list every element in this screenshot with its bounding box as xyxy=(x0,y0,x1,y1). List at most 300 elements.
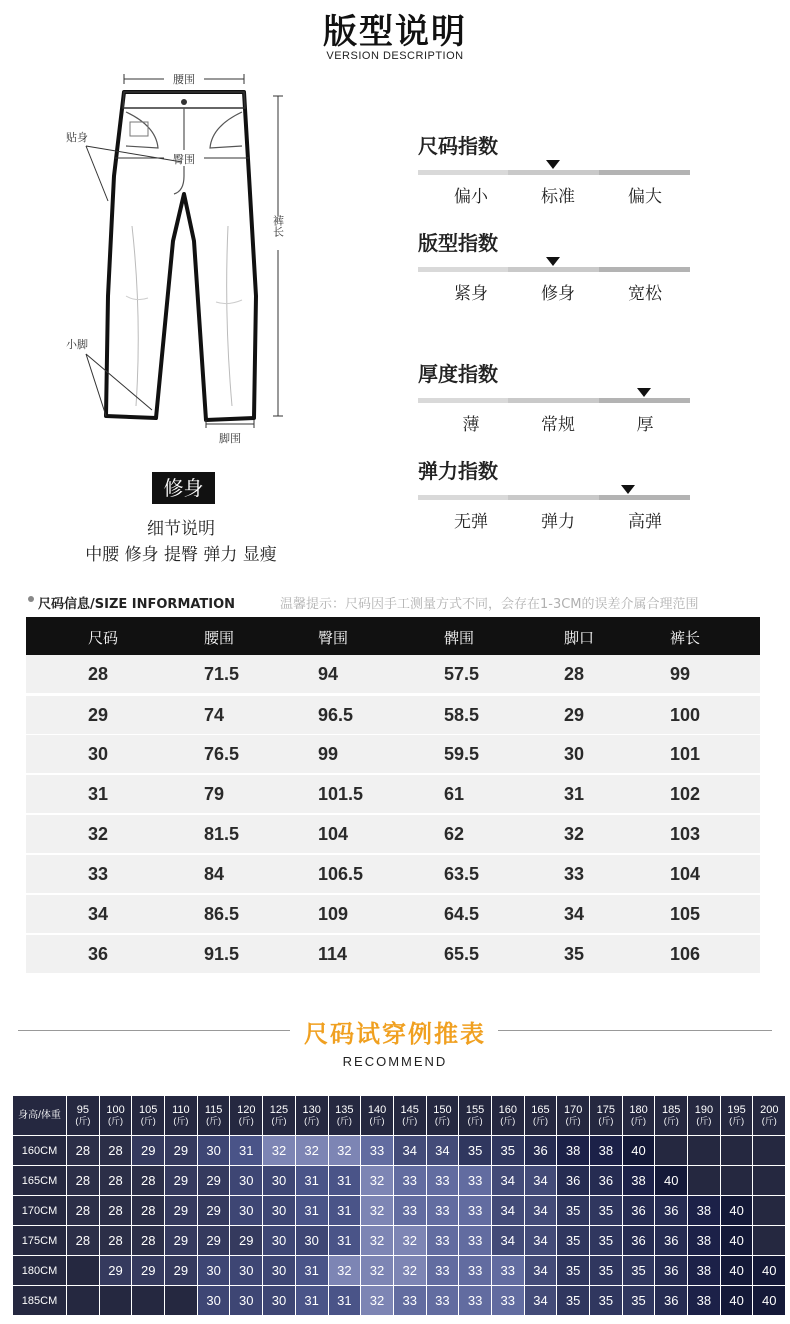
recommend-cell: 28 xyxy=(99,1226,132,1256)
page-subtitle: VERSION DESCRIPTION xyxy=(326,50,464,62)
recommend-cell: 28 xyxy=(67,1136,100,1166)
recommend-cell: 32 xyxy=(361,1226,394,1256)
weight-value: 165 xyxy=(531,1103,550,1116)
weight-value: 100 xyxy=(106,1103,125,1116)
recommend-cell: 33 xyxy=(426,1166,459,1196)
recommend-cell xyxy=(67,1256,100,1286)
recommend-cell: 35 xyxy=(557,1226,590,1256)
weight-header-cell xyxy=(688,1096,721,1136)
recommend-cell: 28 xyxy=(99,1136,132,1166)
size-header-cell: 髀围 xyxy=(444,629,475,647)
weight-unit: (斤) xyxy=(434,1115,450,1126)
index-marker-icon xyxy=(546,160,560,169)
detail-title: 细节说明 xyxy=(147,519,215,539)
recommend-corner-header: 身高/体重 xyxy=(13,1096,67,1136)
size-cell: 114 xyxy=(318,944,348,964)
recommend-cell: 31 xyxy=(328,1166,361,1196)
size-cell: 86.5 xyxy=(204,904,240,924)
recommend-cell xyxy=(753,1136,786,1166)
recommend-cell: 30 xyxy=(295,1226,328,1256)
weight-header-cell xyxy=(393,1096,426,1136)
recommend-cell: 31 xyxy=(230,1136,263,1166)
recommend-cell: 40 xyxy=(753,1286,786,1316)
recommend-cell: 32 xyxy=(295,1136,328,1166)
recommend-cell xyxy=(688,1166,721,1196)
index-option: 紧身 xyxy=(454,284,488,304)
recommend-cell: 34 xyxy=(393,1136,426,1166)
weight-value: 175 xyxy=(596,1103,616,1116)
leg-opening-label: 脚围 xyxy=(219,432,241,445)
weight-header-cell xyxy=(361,1096,394,1136)
recommend-title: 尺码试穿例推表 xyxy=(304,1020,486,1048)
recommend-cell: 31 xyxy=(328,1226,361,1256)
weight-header-cell xyxy=(230,1096,263,1136)
recommend-cell: 31 xyxy=(328,1286,361,1316)
recommend-cell: 34 xyxy=(491,1166,524,1196)
weight-header-cell xyxy=(99,1096,132,1136)
recommend-cell xyxy=(753,1196,786,1226)
size-cell: 99 xyxy=(670,664,691,684)
table-row xyxy=(26,895,760,933)
size-cell: 28 xyxy=(564,664,585,684)
size-cell: 65.5 xyxy=(444,944,480,964)
recommend-cell: 35 xyxy=(491,1136,524,1166)
index-scale-segment xyxy=(599,170,690,175)
weight-header-cell xyxy=(459,1096,492,1136)
hem-label: 小脚 xyxy=(66,338,88,351)
recommend-cell: 30 xyxy=(263,1256,296,1286)
size-header-cell: 裤长 xyxy=(670,629,701,647)
recommend-cell xyxy=(753,1166,786,1196)
weight-header-cell xyxy=(67,1096,100,1136)
index-marker-icon xyxy=(637,388,651,397)
weight-value: 200 xyxy=(760,1103,779,1116)
size-cell: 57.5 xyxy=(444,664,480,684)
size-cell: 79 xyxy=(204,784,225,804)
recommend-cell: 35 xyxy=(590,1286,623,1316)
style-badge: 修身 xyxy=(152,472,215,504)
index-scale-segment xyxy=(508,398,599,403)
size-cell: 106 xyxy=(670,944,701,964)
recommend-cell: 40 xyxy=(622,1136,655,1166)
size-cell: 102 xyxy=(670,784,701,804)
size-cell: 76.5 xyxy=(204,744,240,764)
size-cell: 105 xyxy=(670,904,701,924)
size-header-cell: 臀围 xyxy=(318,629,349,647)
index-scale-segment xyxy=(508,267,599,272)
weight-value: 170 xyxy=(563,1103,583,1116)
recommend-cell: 33 xyxy=(393,1166,426,1196)
recommend-cell: 30 xyxy=(230,1286,263,1316)
recommend-cell: 33 xyxy=(393,1196,426,1226)
weight-header-cell xyxy=(295,1096,328,1136)
recommend-cell: 28 xyxy=(132,1166,165,1196)
recommend-cell: 31 xyxy=(295,1166,328,1196)
recommend-cell: 35 xyxy=(557,1196,590,1226)
recommend-cell: 31 xyxy=(295,1256,328,1286)
recommend-cell: 36 xyxy=(655,1226,688,1256)
weight-value: 120 xyxy=(237,1103,256,1116)
recommend-cell: 32 xyxy=(361,1256,394,1286)
pants-illustration xyxy=(56,66,306,456)
weight-unit: (斤) xyxy=(532,1115,548,1126)
recommend-cell: 40 xyxy=(720,1196,753,1226)
size-cell: 29 xyxy=(564,705,585,725)
table-row xyxy=(13,1286,786,1316)
table-row xyxy=(13,1136,786,1166)
recommend-cell: 36 xyxy=(590,1166,623,1196)
size-cell: 31 xyxy=(88,784,109,804)
size-cell: 33 xyxy=(564,864,585,884)
index-title: 厚度指数 xyxy=(418,362,498,386)
recommend-cell xyxy=(99,1286,132,1316)
size-info-label: 尺码信息/SIZE INFORMATION xyxy=(38,597,236,612)
weight-header-cell xyxy=(328,1096,361,1136)
index-scale-segment xyxy=(418,398,508,403)
size-cell: 34 xyxy=(564,904,585,924)
weight-value: 185 xyxy=(662,1103,681,1116)
recommend-cell: 40 xyxy=(720,1286,753,1316)
recommend-cell: 38 xyxy=(590,1136,623,1166)
table-row xyxy=(13,1196,786,1226)
index-scale-segment xyxy=(418,267,508,272)
recommend-cell: 35 xyxy=(590,1196,623,1226)
size-cell: 101.5 xyxy=(318,784,364,804)
recommend-cell: 33 xyxy=(361,1136,394,1166)
weight-header-cell xyxy=(655,1096,688,1136)
table-row xyxy=(26,935,760,973)
height-header-cell: 180CM xyxy=(13,1256,67,1286)
size-table-header xyxy=(26,617,760,655)
recommend-cell xyxy=(655,1136,688,1166)
recommend-cell: 34 xyxy=(426,1136,459,1166)
recommend-cell: 29 xyxy=(132,1256,165,1286)
recommend-cell: 29 xyxy=(197,1166,230,1196)
height-header-cell: 165CM xyxy=(13,1166,67,1196)
recommend-cell: 29 xyxy=(165,1226,198,1256)
weight-header-cell xyxy=(720,1096,753,1136)
recommend-cell: 32 xyxy=(361,1196,394,1226)
index-marker-icon xyxy=(621,485,635,494)
recommend-cell: 33 xyxy=(426,1226,459,1256)
weight-unit: (斤) xyxy=(108,1115,124,1126)
page-title: 版型说明 xyxy=(323,12,467,52)
size-cell: 94 xyxy=(318,664,339,684)
size-cell: 101 xyxy=(670,744,701,764)
recommend-cell: 35 xyxy=(557,1256,590,1286)
recommend-cell: 30 xyxy=(263,1286,296,1316)
recommend-cell: 36 xyxy=(655,1286,688,1316)
recommend-cell: 38 xyxy=(688,1256,721,1286)
size-cell: 28 xyxy=(88,664,109,684)
weight-unit: (斤) xyxy=(631,1115,647,1126)
recommend-cell: 33 xyxy=(459,1226,492,1256)
recommend-cell: 30 xyxy=(230,1256,263,1286)
index-scale-bar xyxy=(418,398,690,403)
size-cell: 106.5 xyxy=(318,864,364,884)
recommend-cell: 30 xyxy=(197,1136,230,1166)
index-scale-segment xyxy=(599,495,690,500)
weight-unit: (斤) xyxy=(467,1115,483,1126)
size-cell: 30 xyxy=(564,744,585,764)
index-option: 修身 xyxy=(541,284,575,304)
table-row xyxy=(26,696,760,734)
index-scale-segment xyxy=(418,170,508,175)
table-row xyxy=(13,1166,786,1196)
weight-unit: (斤) xyxy=(173,1115,189,1126)
weight-unit: (斤) xyxy=(206,1115,222,1126)
recommend-cell: 31 xyxy=(328,1196,361,1226)
index-title: 版型指数 xyxy=(418,231,498,255)
recommend-cell: 38 xyxy=(688,1286,721,1316)
recommend-cell: 35 xyxy=(590,1256,623,1286)
size-cell: 84 xyxy=(204,864,225,884)
size-cell: 29 xyxy=(88,705,109,725)
recommend-cell: 35 xyxy=(622,1286,655,1316)
recommend-cell: 35 xyxy=(590,1226,623,1256)
recommend-cell: 38 xyxy=(557,1136,590,1166)
index-option: 厚 xyxy=(636,415,654,435)
table-row xyxy=(26,655,760,693)
length-label: 裤长 xyxy=(271,215,285,237)
recommend-cell: 35 xyxy=(622,1256,655,1286)
size-header-cell: 脚口 xyxy=(564,629,595,647)
height-header-cell: 185CM xyxy=(13,1286,67,1316)
weight-unit: (斤) xyxy=(75,1115,91,1126)
recommend-cell: 34 xyxy=(524,1166,557,1196)
index-marker-icon xyxy=(546,257,560,266)
recommend-cell: 30 xyxy=(230,1196,263,1226)
recommend-cell xyxy=(720,1136,753,1166)
index-scale-bar xyxy=(418,170,690,175)
recommend-cell: 28 xyxy=(67,1166,100,1196)
recommend-cell: 36 xyxy=(622,1196,655,1226)
size-cell: 63.5 xyxy=(444,864,480,884)
size-cell: 104 xyxy=(318,824,349,844)
index-title: 弹力指数 xyxy=(418,459,498,483)
weight-header-cell xyxy=(263,1096,296,1136)
recommend-cell xyxy=(688,1136,721,1166)
recommend-cell: 34 xyxy=(524,1226,557,1256)
index-option: 宽松 xyxy=(628,284,662,304)
recommend-cell: 32 xyxy=(328,1256,361,1286)
index-option: 偏大 xyxy=(628,187,662,207)
size-cell: 31 xyxy=(564,784,585,804)
weight-unit: (斤) xyxy=(761,1115,777,1126)
weight-value: 110 xyxy=(172,1103,190,1116)
weight-unit: (斤) xyxy=(500,1115,516,1126)
weight-value: 160 xyxy=(498,1103,517,1116)
recommend-cell: 34 xyxy=(491,1226,524,1256)
recommend-cell: 36 xyxy=(557,1166,590,1196)
recommend-cell: 33 xyxy=(393,1286,426,1316)
size-cell: 58.5 xyxy=(444,705,480,725)
index-option: 标准 xyxy=(541,187,575,207)
recommend-cell: 32 xyxy=(361,1166,394,1196)
recommend-cell: 32 xyxy=(361,1286,394,1316)
weight-value: 195 xyxy=(727,1103,746,1116)
size-info-tip: 温馨提示：尺码因手工测量方式不同，会存在1-3CM的误差介属合理范围 xyxy=(280,597,699,612)
recommend-cell: 34 xyxy=(524,1286,557,1316)
recommend-cell: 34 xyxy=(524,1256,557,1286)
recommend-cell: 28 xyxy=(67,1226,100,1256)
weight-unit: (斤) xyxy=(696,1115,712,1126)
recommend-cell: 30 xyxy=(230,1166,263,1196)
recommend-cell: 33 xyxy=(459,1286,492,1316)
weight-unit: (斤) xyxy=(271,1115,287,1126)
recommend-cell: 28 xyxy=(67,1196,100,1226)
height-header-cell: 175CM xyxy=(13,1226,67,1256)
recommend-cell: 33 xyxy=(459,1196,492,1226)
recommend-cell xyxy=(720,1166,753,1196)
size-header-cell: 腰围 xyxy=(204,629,235,647)
size-cell: 109 xyxy=(318,904,349,924)
recommend-cell: 36 xyxy=(524,1136,557,1166)
size-cell: 91.5 xyxy=(204,944,240,964)
recommend-cell: 33 xyxy=(426,1196,459,1226)
recommend-cell: 38 xyxy=(622,1166,655,1196)
table-row xyxy=(13,1256,786,1286)
index-option: 弹力 xyxy=(541,512,575,532)
recommend-cell: 29 xyxy=(197,1196,230,1226)
recommend-cell: 30 xyxy=(263,1196,296,1226)
weight-header-cell xyxy=(622,1096,655,1136)
recommend-subtitle: RECOMMEND xyxy=(342,1054,448,1069)
weight-header-cell xyxy=(753,1096,786,1136)
recommend-cell: 30 xyxy=(263,1166,296,1196)
size-cell: 104 xyxy=(670,864,701,884)
weight-value: 145 xyxy=(400,1103,419,1116)
recommend-cell: 31 xyxy=(295,1286,328,1316)
table-row xyxy=(26,775,760,813)
size-cell: 32 xyxy=(564,824,585,844)
table-row xyxy=(26,735,760,773)
table-row xyxy=(26,815,760,853)
recommend-cell: 38 xyxy=(688,1226,721,1256)
index-option: 无弹 xyxy=(454,512,488,532)
weight-value: 115 xyxy=(204,1103,223,1116)
recommend-cell: 30 xyxy=(197,1256,230,1286)
recommend-cell: 29 xyxy=(132,1136,165,1166)
weight-unit: (斤) xyxy=(402,1115,418,1126)
recommend-cell xyxy=(753,1226,786,1256)
size-cell: 99 xyxy=(318,744,339,764)
height-header-cell: 160CM xyxy=(13,1136,67,1166)
recommend-cell: 33 xyxy=(491,1256,524,1286)
recommend-cell: 35 xyxy=(557,1286,590,1316)
weight-header-cell xyxy=(491,1096,524,1136)
size-header-cell: 尺码 xyxy=(88,629,119,647)
recommend-cell: 33 xyxy=(491,1286,524,1316)
recommend-cell: 29 xyxy=(230,1226,263,1256)
weight-header-cell xyxy=(165,1096,198,1136)
size-cell: 64.5 xyxy=(444,904,480,924)
recommend-cell: 29 xyxy=(165,1256,198,1286)
weight-unit: (斤) xyxy=(336,1115,352,1126)
size-cell: 100 xyxy=(670,705,701,725)
recommend-cell: 33 xyxy=(459,1166,492,1196)
recommend-cell: 40 xyxy=(720,1226,753,1256)
index-scale-bar xyxy=(418,495,690,500)
size-cell: 103 xyxy=(670,824,701,844)
weight-unit: (斤) xyxy=(663,1115,679,1126)
weight-value: 95 xyxy=(76,1103,89,1116)
recommend-cell: 33 xyxy=(426,1286,459,1316)
weight-unit: (斤) xyxy=(369,1115,385,1126)
recommend-cell: 40 xyxy=(753,1256,786,1286)
weight-unit: (斤) xyxy=(304,1115,320,1126)
weight-value: 135 xyxy=(335,1103,354,1116)
pants-drawing xyxy=(56,66,306,456)
recommend-cell xyxy=(165,1286,198,1316)
size-cell: 74 xyxy=(204,705,225,725)
weight-unit: (斤) xyxy=(729,1115,745,1126)
index-option: 偏小 xyxy=(454,187,488,207)
recommend-table xyxy=(12,1095,786,1316)
weight-value: 155 xyxy=(465,1103,485,1116)
recommend-cell: 29 xyxy=(165,1196,198,1226)
weight-header-cell xyxy=(590,1096,623,1136)
weight-header-cell xyxy=(197,1096,230,1136)
index-option: 高弹 xyxy=(628,512,662,532)
height-header-cell: 170CM xyxy=(13,1196,67,1226)
recommend-cell: 40 xyxy=(655,1166,688,1196)
recommend-cell: 34 xyxy=(491,1196,524,1226)
recommend-cell: 28 xyxy=(99,1196,132,1226)
waist-label: 腰围 xyxy=(173,73,195,86)
recommend-cell: 36 xyxy=(655,1256,688,1286)
size-cell: 59.5 xyxy=(444,744,480,764)
recommend-cell: 28 xyxy=(132,1196,165,1226)
weight-unit: (斤) xyxy=(238,1115,254,1126)
weight-unit: (斤) xyxy=(140,1115,156,1126)
index-scale-segment xyxy=(508,495,599,500)
size-cell: 36 xyxy=(88,944,109,964)
recommend-cell: 33 xyxy=(426,1256,459,1286)
recommend-cell: 34 xyxy=(524,1196,557,1226)
weight-value: 140 xyxy=(367,1103,387,1116)
weight-header-cell xyxy=(132,1096,165,1136)
size-cell: 71.5 xyxy=(204,664,240,684)
size-cell: 81.5 xyxy=(204,824,240,844)
hip-label: 臀围 xyxy=(173,153,195,166)
index-option: 薄 xyxy=(462,415,480,435)
recommend-cell: 40 xyxy=(720,1256,753,1286)
recommend-cell: 38 xyxy=(688,1196,721,1226)
index-scale-segment xyxy=(599,398,690,403)
recommend-cell: 32 xyxy=(393,1226,426,1256)
weight-header-cell xyxy=(426,1096,459,1136)
weight-unit: (斤) xyxy=(598,1115,614,1126)
weight-value: 105 xyxy=(139,1103,158,1116)
size-cell: 34 xyxy=(88,904,109,924)
weight-value: 130 xyxy=(302,1103,321,1116)
size-cell: 32 xyxy=(88,824,109,844)
recommend-cell: 33 xyxy=(459,1256,492,1286)
weight-value: 150 xyxy=(433,1103,452,1116)
index-scale-segment xyxy=(418,495,508,500)
weight-value: 180 xyxy=(629,1103,648,1116)
weight-unit: (斤) xyxy=(565,1115,581,1126)
recommend-cell: 30 xyxy=(197,1286,230,1316)
weight-header-cell xyxy=(557,1096,590,1136)
bullet-icon xyxy=(28,596,34,602)
index-title: 尺码指数 xyxy=(418,134,498,158)
recommend-cell: 36 xyxy=(622,1226,655,1256)
size-cell: 33 xyxy=(88,864,109,884)
recommend-cell: 35 xyxy=(459,1136,492,1166)
index-scale-segment xyxy=(508,170,599,175)
